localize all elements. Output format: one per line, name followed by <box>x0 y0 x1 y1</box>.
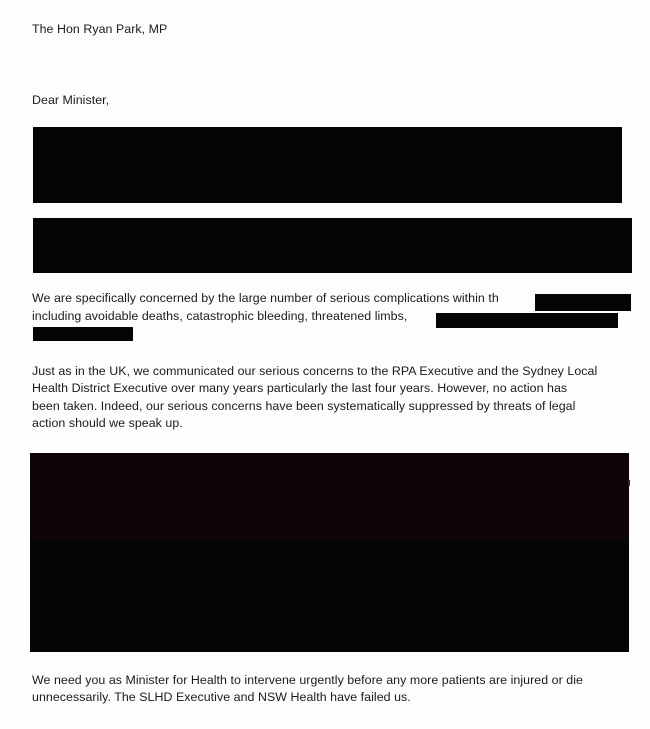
uk-line-3: been taken. Indeed, our serious concerns have been systematically suppressed by threats of legal <box>32 399 576 413</box>
redaction-block-2 <box>33 218 632 273</box>
uk-line-1: Just as in the UK, we communicated our serious concerns to the RPA Executive and the Sydney Local <box>32 364 598 378</box>
recipient-line: The Hon Ryan Park, MP <box>32 22 168 36</box>
request-line-2: unnecessarily. The SLHD Executive and NSW Health have failed us. <box>32 690 411 704</box>
redaction-inline-3 <box>33 327 133 341</box>
salutation: Dear Minister, <box>32 93 110 107</box>
redaction-inline-2 <box>436 313 618 328</box>
redaction-block-3 <box>30 453 629 543</box>
redaction-inline-1 <box>535 294 631 311</box>
redaction-block-4 <box>30 540 629 652</box>
concerns-line-2: including avoidable deaths, catastrophic bleeding, threatened limbs, <box>32 309 408 323</box>
redaction-block-1 <box>33 127 622 203</box>
uk-line-2: Health District Executive over many years particularly the last four years. However, no action has <box>32 381 568 395</box>
scan-speck <box>628 480 630 486</box>
uk-line-4: action should we speak up. <box>32 416 183 430</box>
concerns-line-1: We are specifically concerned by the large number of serious complications within th <box>32 291 499 305</box>
request-line-1: We need you as Minister for Health to intervene urgently before any more patients are injured or die <box>32 673 583 687</box>
